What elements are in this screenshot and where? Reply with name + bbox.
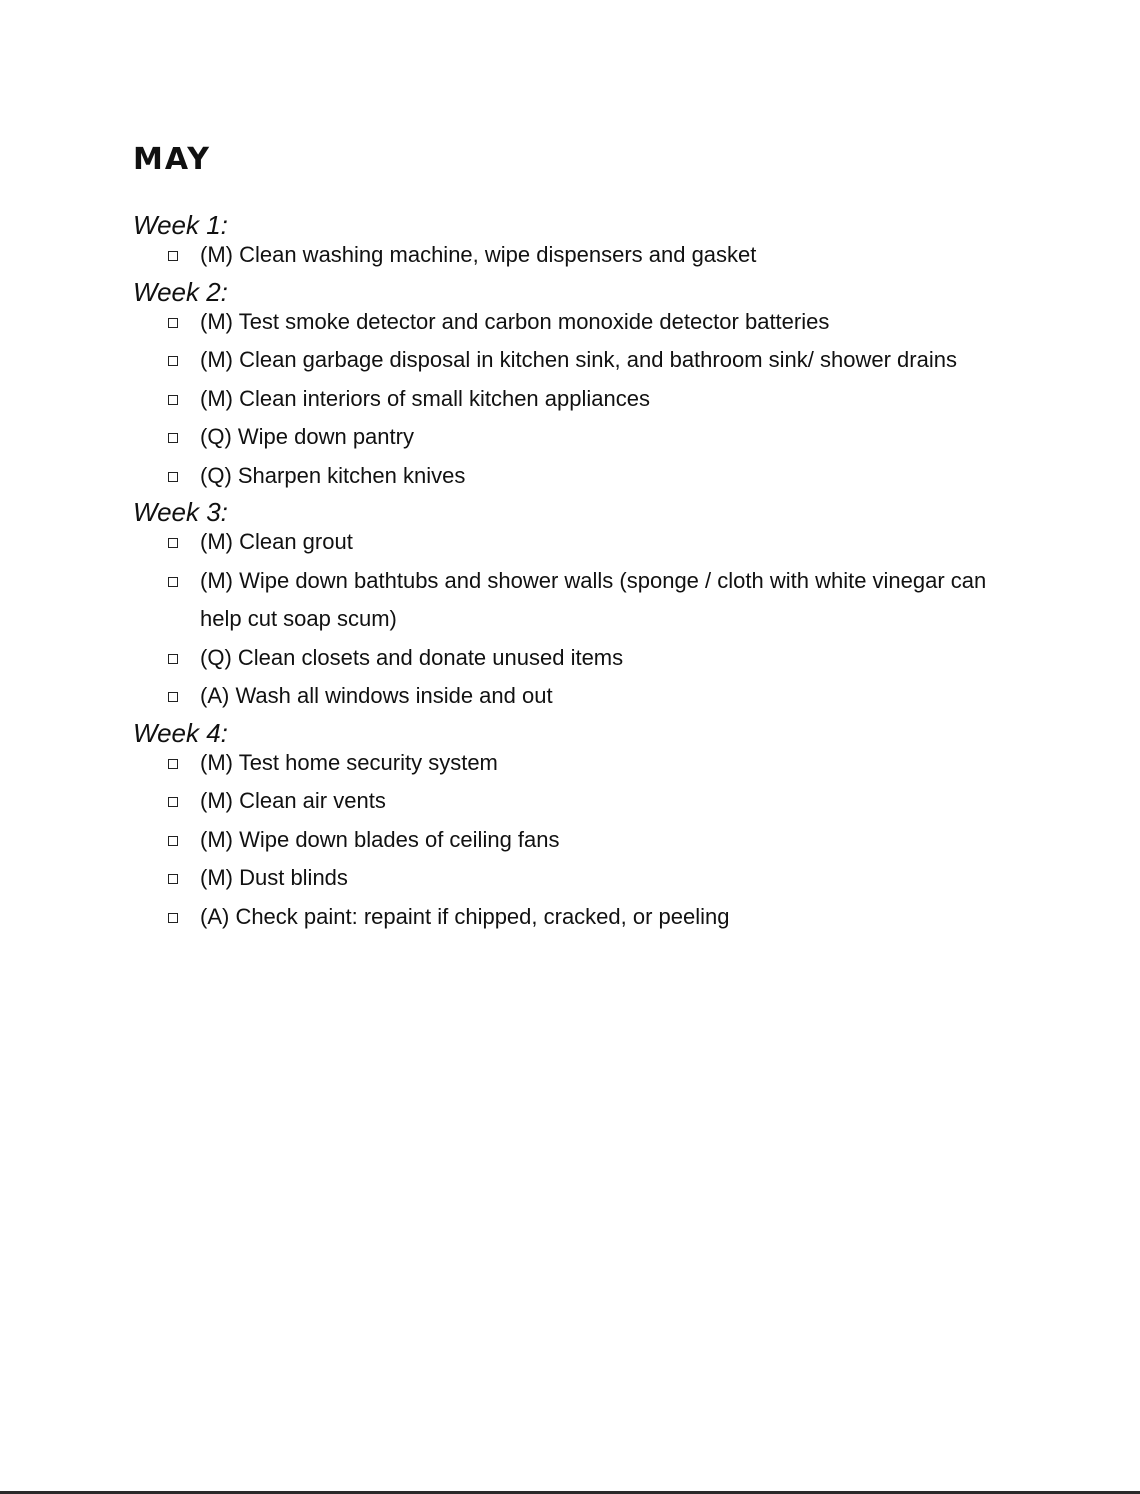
week-heading: Week 3: bbox=[133, 497, 228, 527]
task-item bbox=[133, 341, 1033, 380]
checkbox-icon[interactable] bbox=[168, 836, 178, 846]
week-3-section bbox=[133, 497, 1033, 716]
month-title: MAY bbox=[133, 142, 211, 177]
task-item bbox=[133, 859, 1033, 898]
weekly-checklist bbox=[133, 210, 1033, 936]
task-list bbox=[133, 523, 1033, 716]
checkbox-icon[interactable] bbox=[168, 692, 178, 702]
checkbox-icon[interactable] bbox=[168, 874, 178, 884]
task-list bbox=[133, 303, 1033, 496]
checkbox-icon[interactable] bbox=[168, 538, 178, 548]
task-item bbox=[133, 457, 1033, 496]
week-heading: Week 1: bbox=[133, 210, 228, 240]
checkbox-icon[interactable] bbox=[168, 472, 178, 482]
task-item bbox=[133, 639, 1033, 678]
checkbox-icon[interactable] bbox=[168, 913, 178, 923]
checkbox-icon[interactable] bbox=[168, 797, 178, 807]
week-1-section bbox=[133, 210, 1033, 275]
week-2-section bbox=[133, 277, 1033, 496]
task-item bbox=[133, 380, 1033, 419]
checkbox-icon[interactable] bbox=[168, 654, 178, 664]
task-item bbox=[133, 562, 1033, 639]
task-item bbox=[133, 744, 1033, 783]
task-label: (M) Test smoke detector and carbon monoxide detector batteries bbox=[200, 308, 830, 334]
task-label: (M) Test home security system bbox=[200, 749, 498, 775]
task-label: (Q) Clean closets and donate unused items bbox=[200, 644, 624, 670]
task-item bbox=[133, 782, 1033, 821]
task-label: (M) Clean garbage disposal in kitchen sink, and bathroom sink/ shower drains bbox=[200, 347, 957, 372]
task-label: (M) Wipe down blades of ceiling fans bbox=[200, 826, 560, 852]
task-item bbox=[133, 303, 1033, 342]
task-item bbox=[133, 418, 1033, 457]
checkbox-icon[interactable] bbox=[168, 318, 178, 328]
task-list bbox=[133, 744, 1033, 937]
week-heading: Week 2: bbox=[133, 276, 228, 307]
task-label: (M) Clean grout bbox=[200, 529, 353, 554]
checkbox-icon[interactable] bbox=[168, 433, 178, 443]
checkbox-icon[interactable] bbox=[168, 395, 178, 405]
checkbox-icon[interactable] bbox=[168, 251, 178, 261]
task-label: (Q) Wipe down pantry bbox=[200, 424, 414, 449]
week-heading: Week 4: bbox=[133, 717, 228, 748]
task-label: (M) Clean air vents bbox=[200, 788, 386, 813]
task-item bbox=[133, 898, 1033, 937]
task-label: (A) Wash all windows inside and out bbox=[200, 683, 553, 708]
task-item bbox=[133, 677, 1033, 716]
task-label: (Q) Sharpen kitchen knives bbox=[200, 462, 466, 488]
task-item bbox=[133, 523, 1033, 562]
task-label: (M) Clean interiors of small kitchen appliances bbox=[200, 385, 650, 411]
task-label: (M) Wipe down bathtubs and shower walls (sponge / cloth with white vinegar can help cut soap scum) bbox=[200, 567, 987, 631]
task-label: (M) Clean washing machine, wipe dispensers and gasket bbox=[200, 242, 757, 267]
week-4-section bbox=[133, 718, 1033, 937]
checkbox-icon[interactable] bbox=[168, 759, 178, 769]
task-label: (M) Dust blinds bbox=[200, 865, 348, 890]
checkbox-icon[interactable] bbox=[168, 356, 178, 366]
task-label: (A) Check paint: repaint if chipped, cracked, or peeling bbox=[200, 903, 730, 929]
task-list bbox=[133, 236, 1033, 275]
task-item bbox=[133, 821, 1033, 860]
task-item bbox=[133, 236, 1033, 275]
checkbox-icon[interactable] bbox=[168, 577, 178, 587]
